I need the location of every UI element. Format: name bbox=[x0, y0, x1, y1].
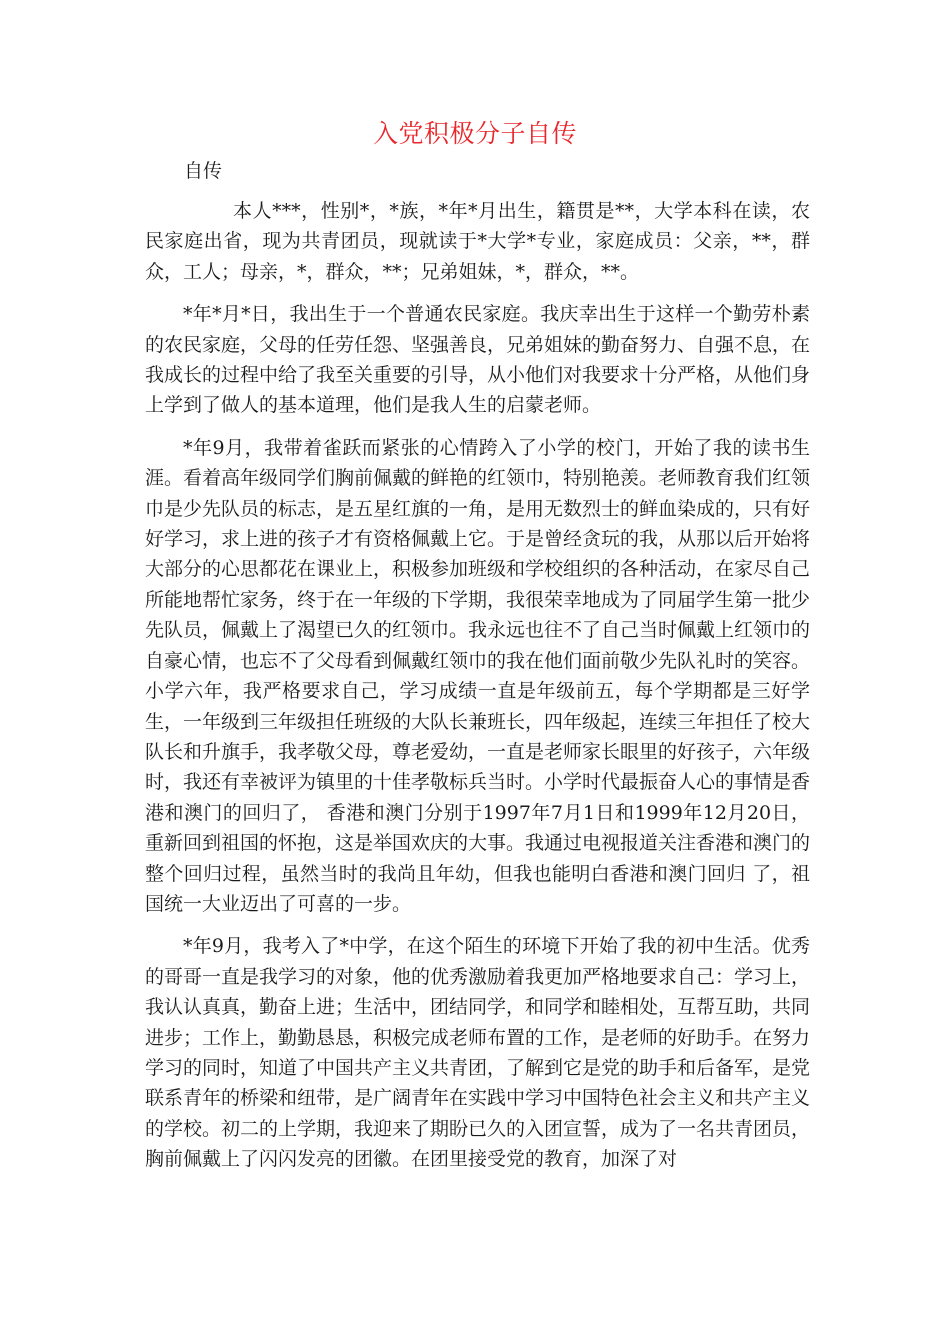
document-subtitle: 自传 bbox=[184, 160, 223, 182]
paragraph-birth-family: *年*月*日，我出生于一个普通农民家庭。我庆幸出生于这样一个勤劳朴素的农民家庭，父母的任劳任怨、坚强善良，兄弟姐妹的勤奋努力、自强不息，在我成长的过程中给了我至关重要的引导，从小他们对我要求十分严格，从他们身上学到了做人的基本道理，他们是我人生的启蒙老师。 bbox=[145, 303, 811, 417]
document-body bbox=[145, 196, 810, 1187]
paragraph-primary-school: *年9月，我带着雀跃而紧张的心情跨入了小学的校门，开始了我的读书生涯。看着高年级同学们胸前佩戴的鲜艳的红领巾，特别艳羡。老师教育我们红领巾是少先队员的标志，是五星红旗的一角，是用无数烈士的鲜血染成的，只有好好学习，求上进的孩子才有资格佩戴上它。于是曾经贪玩的我，从那以后开始将大部分的心思都花在课业上，积极参加班级和学校组织的各种活动，在家尽自己所能地帮忙家务，终于在一年级的下学期，我很荣幸地成为了同届学生第一批少先队员，佩戴上了渴望已久的红领巾。我永远也往不了自己当时佩戴上红领巾的自豪心情，也忘不了父母看到佩戴红领巾的我在他们面前敬少先队礼时的笑容。小学六年，我严格要求自己，学习成绩一直是年级前五，每个学期都是三好学生，一年级到三年级担任班级的大队长兼班长，四年级起，连续三年担任了校大队长和升旗手，我孝敬父母，尊老爱幼，一直是老师家长眼里的好孩子，六年级时，我还有幸被评为镇里的十佳孝敬标兵当时。小学时代最振奋人心的事情是香港和澳门的回归了， 香港和澳门分别于1997年7月1日和1999年12月20日，重新回到祖国的怀抱，这是举国欢庆的大事。我通过电视报道关注香港和澳门的整个回归过程，虽然当时的我尚且年幼，但我也能明白香港和澳门回归 了，祖国统一大业迈出了可喜的一步。 bbox=[145, 436, 811, 915]
paragraph-middle-school: *年9月，我考入了*中学，在这个陌生的环境下开始了我的初中生活。优秀的哥哥一直是我学习的对象，他的优秀激励着我更加严格地要求自己：学习上，我认认真真，勤奋上进；生活中，团结同学，和同学和睦相处，互帮互助，共同进步；工作上，勤勤恳恳，积极完成老师布置的工作，是老师的好助手。在努力学习的同时，知道了中国共产主义共青团，了解到它是党的助手和后备军，是党联系青年的桥梁和纽带，是广阔青年在实践中学习中国特色社会主义和共产主义的学校。初二的上学期，我迎来了期盼已久的入团宣誓，成为了一名共青团员，胸前佩戴上了闪闪发亮的团徽。在团里接受党的教育，加深了对 bbox=[145, 935, 811, 1171]
document-title: 入党积极分子自传 bbox=[372, 119, 577, 148]
paragraph-personal-info: 本人***，性别*，*族，*年*月出生，籍贯是**，大学本科在读，农民家庭出省，现为共青团员，现就读于*大学*专业，家庭成员：父亲，**，群众，工人；母亲，*，群众，**；兄弟姐妹，*，群众，**。 bbox=[145, 200, 810, 283]
